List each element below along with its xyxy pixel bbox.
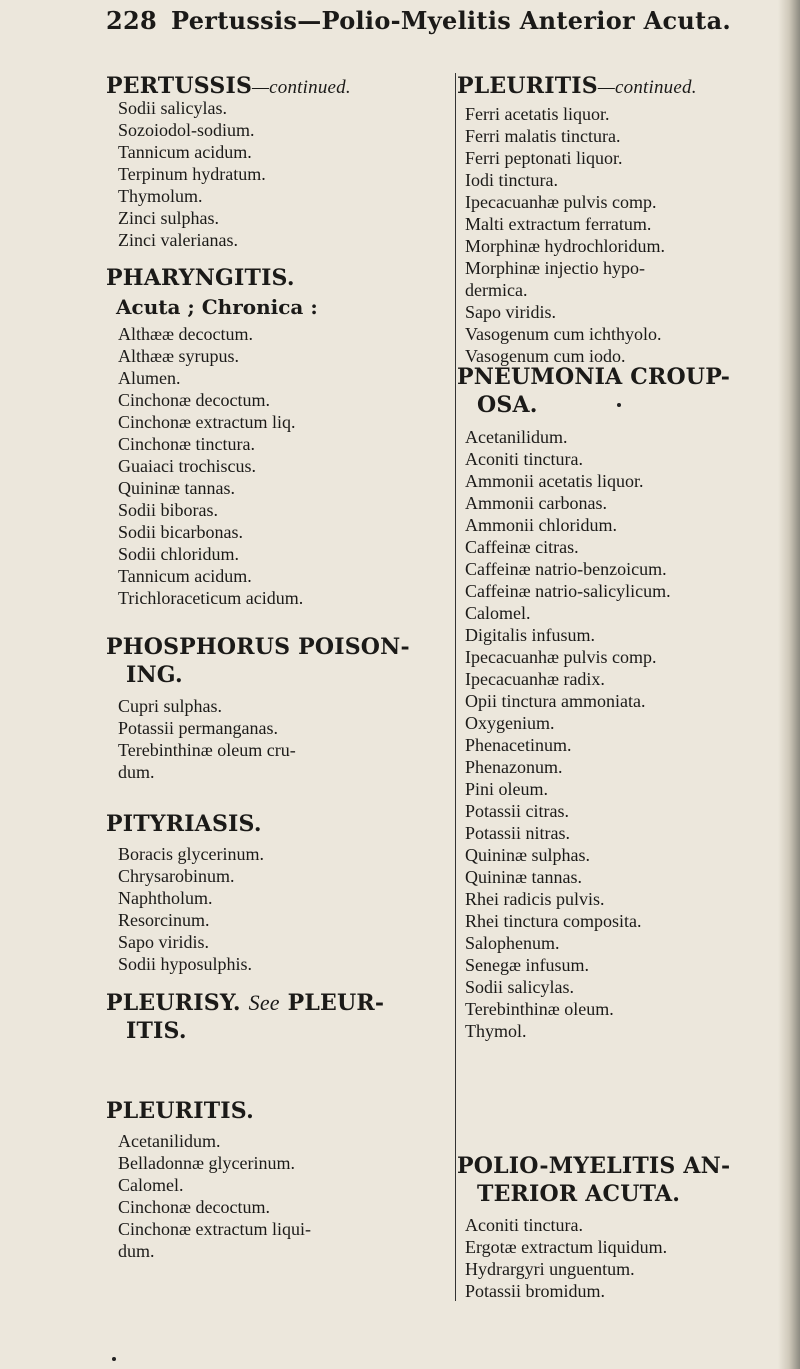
list-item: Sodii salicylas. [118,98,227,118]
section-heading-pleurisy: PLEURISY. See PLEUR- [106,990,385,1016]
list-item: Ferri peptonati liquor. [465,148,623,168]
list-item: Salophenum. [465,933,560,953]
list-item: Belladonnæ glycerinum. [118,1153,295,1173]
list-item: Pini oleum. [465,779,549,799]
list-item: Oxygenium. [465,713,555,733]
list-item: Digitalis infusum. [465,625,595,645]
list-item: Boracis glycerinum. [118,844,264,864]
list-item: Althææ decoctum. [118,324,253,344]
list-item: Potassii citras. [465,801,569,821]
list-item: Zinci valerianas. [118,230,238,250]
list-item: Sodii biboras. [118,500,219,520]
list-item: Calomel. [465,603,531,623]
list-item: Sapo viridis. [118,932,210,952]
pleurisy-reference-line2: ITIS. [126,1018,187,1044]
subheading-acuta-chronica: Acuta ; Chronica : [116,295,318,319]
list-item: Cinchonæ tinctura. [118,434,255,454]
section-heading-pleuritis-continued: PLEURITIS—continued. [457,73,697,99]
section-heading-phosphorus-line2: ING. [126,662,183,688]
section-heading-polio-line2: TERIOR ACUTA. [477,1181,681,1207]
list-item: Tannicum acidum. [118,142,252,162]
list-item: Ferri malatis tinctura. [465,126,621,146]
list-item: Sapo viridis. [465,302,557,322]
list-item: dum. [118,1241,155,1261]
list-item: Calomel. [118,1175,184,1195]
running-head [106,6,732,35]
list-item: Chrysarobinum. [118,866,235,886]
list-item: Sodii hyposulphis. [118,954,253,974]
section-heading-pleuritis: PLEURITIS. [106,1098,254,1124]
list-item: Vasogenum cum iodo. [465,346,626,366]
list-item: Rhei radicis pulvis. [465,889,605,909]
list-item: Tannicum acidum. [118,566,252,586]
list-item: Senegæ infusum. [465,955,589,975]
list-item: dum. [118,762,155,782]
list-item: Caffeinæ natrio-salicylicum. [465,581,671,601]
list-item: Ipecacuanhæ pulvis comp. [465,647,657,667]
list-item: Quininæ sulphas. [465,845,591,865]
list-item: Guaiaci trochiscus. [118,456,256,476]
page-edge-shadow [778,0,800,1369]
section-heading-pneumonia-line1: PNEUMONIA CROUP- [457,364,731,390]
list-item: Cinchonæ decoctum. [118,390,270,410]
page-number: 228 [106,6,157,35]
list-item: Cinchonæ extractum liq. [118,412,296,432]
list-item: Ferri acetatis liquor. [465,104,610,124]
list-item: Sozoiodol-sodium. [118,120,255,140]
list-item: Malti extractum ferratum. [465,214,652,234]
stray-mark [617,403,621,407]
list-item: Aconiti tinctura. [465,1215,583,1235]
list-item: Trichloraceticum acidum. [118,588,304,608]
list-item: Ipecacuanhæ radix. [465,669,605,689]
list-item: Cinchonæ decoctum. [118,1197,270,1217]
list-item: Terpinum hydratum. [118,164,266,184]
list-item: Rhei tinctura composita. [465,911,642,931]
list-item: Morphinæ injectio hypo- [465,258,645,278]
list-item: Hydrargyri unguentum. [465,1259,635,1279]
list-item: Thymolum. [118,186,203,206]
list-item: Acetanilidum. [465,427,568,447]
running-title: Pertussis—Polio-Myelitis Anterior Acuta. [171,6,732,35]
list-item: dermica. [465,280,528,300]
list-item: Naphtholum. [118,888,213,908]
list-item: Phenacetinum. [465,735,572,755]
column-divider [455,73,456,1301]
list-item: Zinci sulphas. [118,208,219,228]
list-item: Caffeinæ natrio-benzoicum. [465,559,667,579]
section-heading-phosphorus-line1: PHOSPHORUS POISON- [106,634,410,660]
list-item: Opii tinctura ammoniata. [465,691,646,711]
list-item: Terebinthinæ oleum. [465,999,614,1019]
list-item: Sodii salicylas. [465,977,574,997]
list-item: Vasogenum cum ichthyolo. [465,324,662,344]
list-item: Ipecacuanhæ pulvis comp. [465,192,657,212]
list-item: Morphinæ hydrochloridum. [465,236,665,256]
section-heading-pertussis: PERTUSSIS—continued. [106,73,351,99]
list-item: Ergotæ extractum liquidum. [465,1237,668,1257]
section-heading-polio-line1: POLIO-MYELITIS AN- [457,1153,731,1179]
list-item: Aconiti tinctura. [465,449,583,469]
list-item: Acetanilidum. [118,1131,221,1151]
list-item: Ammonii chloridum. [465,515,617,535]
list-item: Terebinthinæ oleum cru- [118,740,296,760]
list-item: Resorcinum. [118,910,210,930]
list-item: Althææ syrupus. [118,346,240,366]
list-item: Cupri sulphas. [118,696,223,716]
list-item: Thymol. [465,1021,527,1041]
section-heading-pityriasis: PITYRIASIS. [106,811,262,837]
stray-mark-bottom [112,1357,116,1361]
list-item: Sodii chloridum. [118,544,239,564]
list-item: Sodii bicarbonas. [118,522,243,542]
list-item: Alumen. [118,368,181,388]
list-item: Quininæ tannas. [465,867,582,887]
list-item: Phenazonum. [465,757,563,777]
list-item: Caffeinæ citras. [465,537,579,557]
list-item: Quininæ tannas. [118,478,235,498]
list-item: Iodi tinctura. [465,170,558,190]
list-item: Ammonii acetatis liquor. [465,471,644,491]
list-item: Potassii bromidum. [465,1281,606,1301]
section-heading-pharyngitis: PHARYNGITIS. [106,265,295,291]
list-item: Ammonii carbonas. [465,493,607,513]
list-item: Cinchonæ extractum liqui- [118,1219,311,1239]
list-item: Potassii permanganas. [118,718,278,738]
list-item: Potassii nitras. [465,823,571,843]
section-heading-pneumonia-line2: OSA. [477,392,538,418]
